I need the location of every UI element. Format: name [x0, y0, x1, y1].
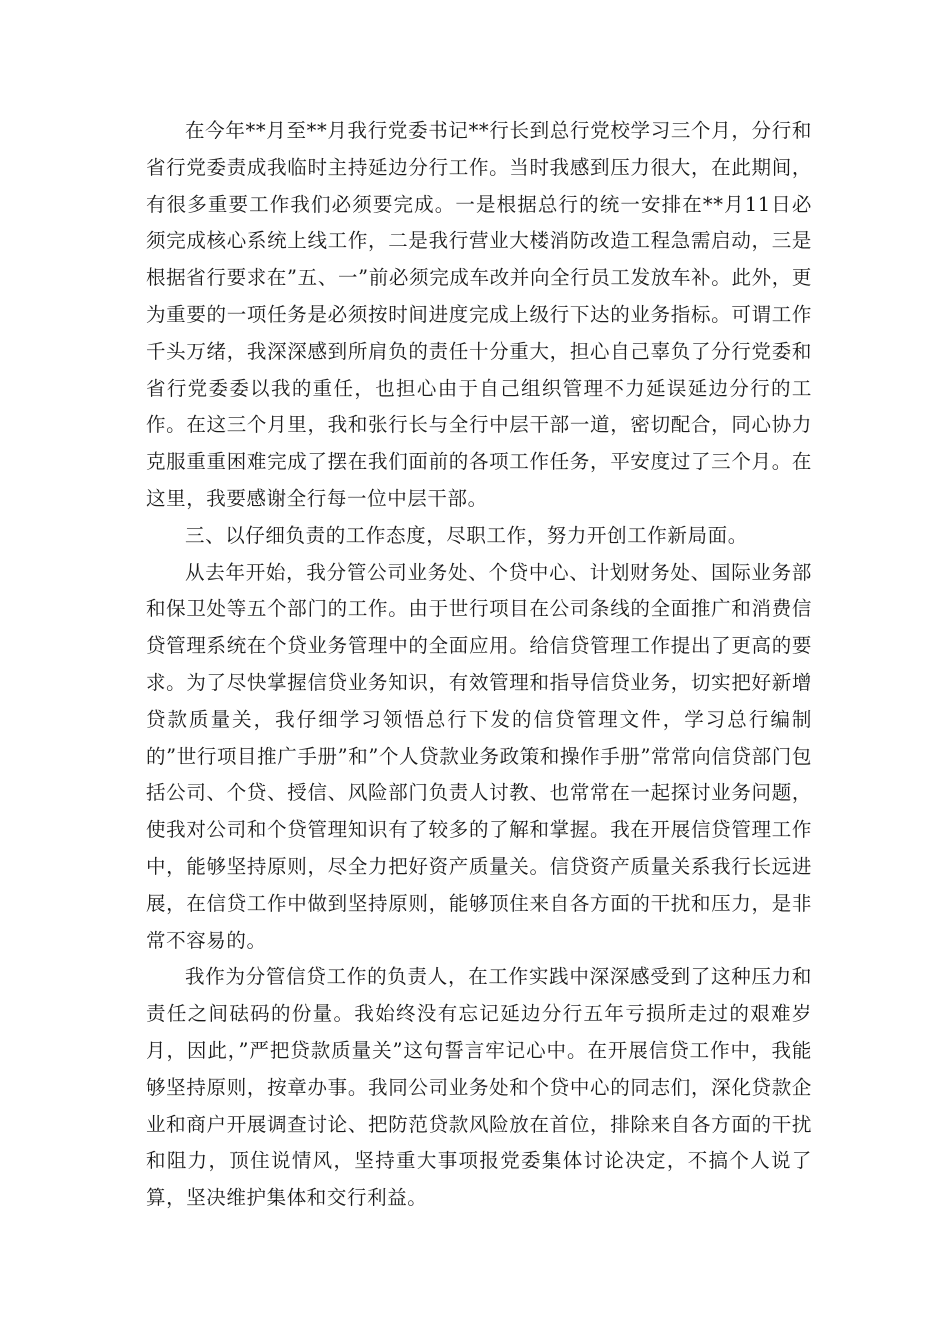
- paragraph-credit-responsibility: 我作为分管信贷工作的负责人，在工作实践中深深感受到了这种压力和责任之间砝码的份量。我始终没有忘记延边分行五年亏损所走过的艰难岁月，因此，”严把贷款质量关”这句誓言牢记心中。在开展信贷工作中，我能够坚持原则，按章办事。我同公司业务处和个贷中心的同志们，深化贷款企业和商户开展调查讨论、把防范贷款风险放在首位，排除来自各方面的干扰和阻力，顶住说情风，坚持重大事项报党委集体讨论决定，不搞个人说了算，坚决维护集体和交行利益。: [146, 965, 812, 1210]
- paragraph-work-review: 在今年**月至**月我行党委书记**行长到总行党校学习三个月，分行和省行党委责成我临时主持延边分行工作。当时我感到压力很大，在此期间，有很多重要工作我们必须要完成。一是根据总行的统一安排在**月11日必须完成核心系统上线工作，二是我行营业大楼消防改造工程急需启动，三是根据省行要求在”五、一”前必须完成车改并向全行员工发放车补。此外，更为重要的一项任务是必须按时间进度完成上级行下达的业务指标。可谓工作千头万绪，我深深感到所肩负的责任十分重大，担心自己辜负了分行党委和省行党委委以我的重任，也担心由于自己组织管理不力延误延边分行的工作。在这三个月里，我和张行长与全行中层干部一道，密切配合，同心协力克服重重困难完成了摆在我们面前的各项工作任务，平安度过了三个月。在这里，我要感谢全行每一位中层干部。: [146, 119, 812, 510]
- paragraph-credit-management: 从去年开始，我分管公司业务处、个贷中心、计划财务处、国际业务部和保卫处等五个部门的工作。由于世行项目在公司条线的全面推广和消费信贷管理系统在个贷业务管理中的全面应用。给信贷管理工作提出了更高的要求。为了尽快掌握信贷业务知识，有效管理和指导信贷业务，切实把好新增贷款质量关，我仔细学习领悟总行下发的信贷管理文件，学习总行编制的”世行项目推广手册”和”个人贷款业务政策和操作手册”常常向信贷部门包括公司、个贷、授信、风险部门负责人讨教、也常常在一起探讨业务问题，使我对公司和个贷管理知识有了较多的了解和掌握。我在开展信贷管理工作中，能够坚持原则，尽全力把好资产质量关。信贷资产质量关系我行长远进展，在信贷工作中做到坚持原则，能够顶住来自各方面的干扰和压力，是非常不容易的。: [146, 560, 812, 952]
- document-body: [146, 113, 812, 1217]
- section-heading: 三、以仔细负责的工作态度，尽职工作，努力开创工作新局面。: [185, 523, 748, 547]
